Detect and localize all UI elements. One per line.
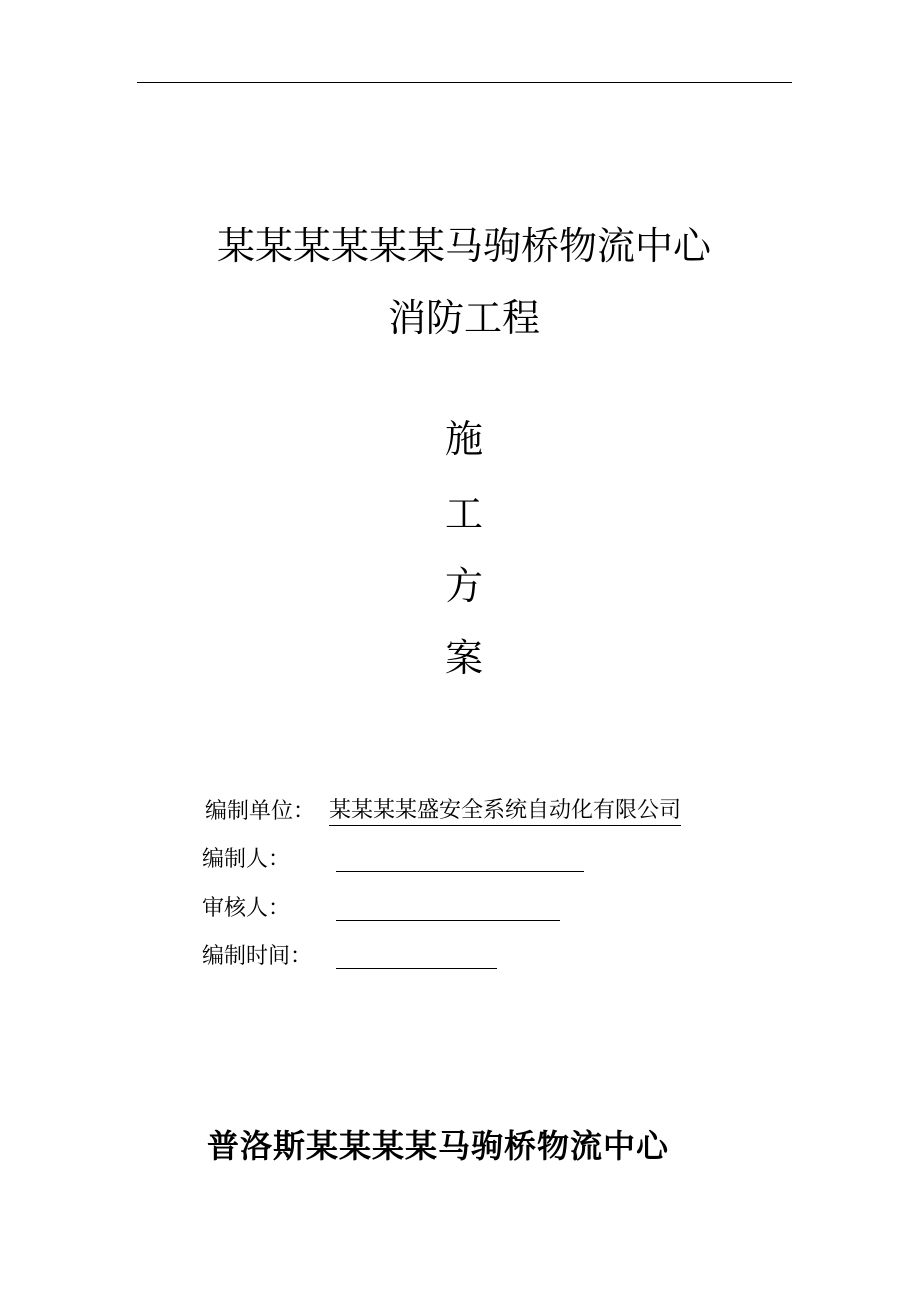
compiling-unit-value: 某某某某盛安全系统自动化有限公司 xyxy=(329,797,681,826)
doc-type-char-2: 工 xyxy=(444,492,483,536)
header-rule xyxy=(137,82,792,83)
compile-date-label: 编制时间： xyxy=(202,944,313,969)
compiling-unit-label: 编制单位： xyxy=(205,799,316,824)
title-line-1: 某某某某某某马驹桥物流中心 xyxy=(216,224,711,268)
doc-type-char-1: 施 xyxy=(444,417,483,461)
doc-type-char-4: 案 xyxy=(444,636,483,680)
editor-label: 编制人： xyxy=(202,847,291,872)
compile-date-blank-line xyxy=(336,968,497,969)
title-line-2: 消防工程 xyxy=(387,296,540,340)
editor-blank-line xyxy=(336,871,584,872)
reviewer-blank-line xyxy=(336,920,560,921)
reviewer-label: 审核人： xyxy=(202,896,291,921)
doc-type-char-3: 方 xyxy=(444,564,483,608)
footer-project-name: 普洛斯某某某某马驹桥物流中心 xyxy=(207,1127,670,1165)
